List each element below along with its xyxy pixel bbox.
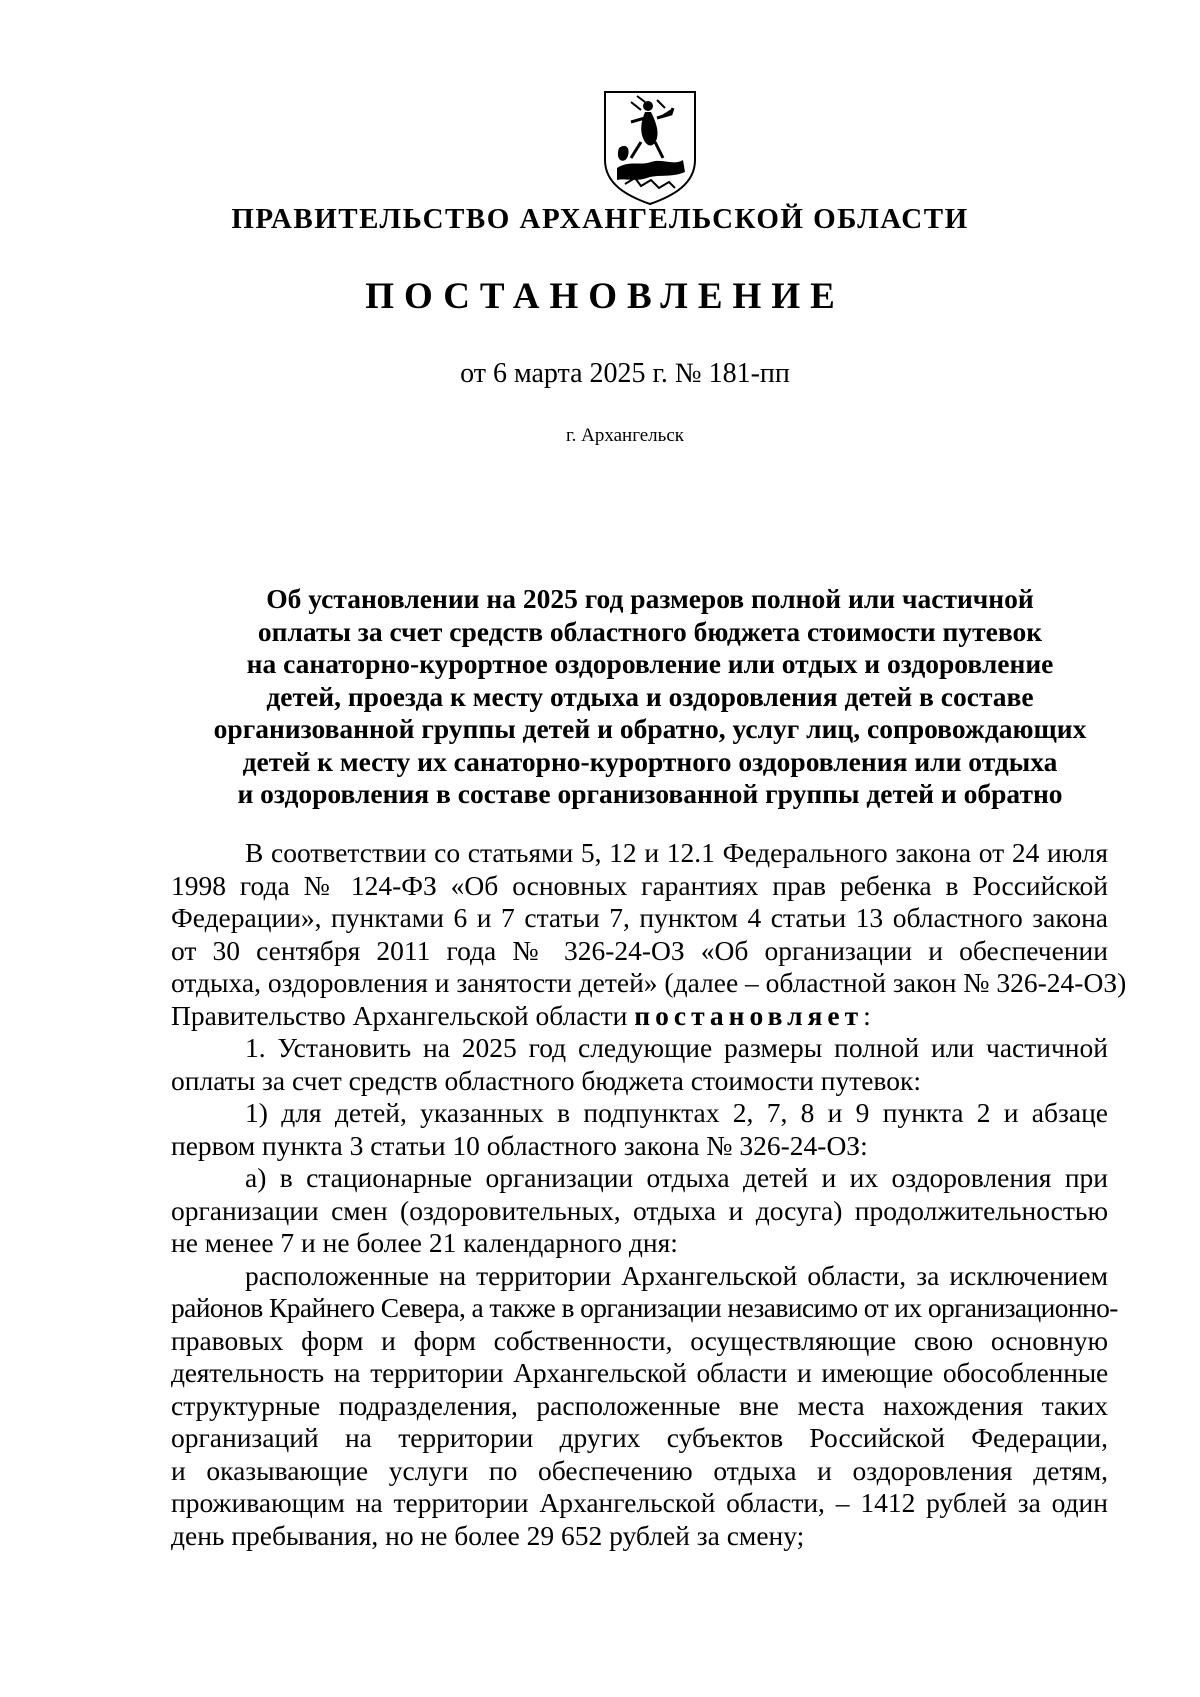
title-line: детей к месту их санаторно-курортного оздоровления или отдыха: [242, 745, 1058, 777]
body-line: В соответствии со статьями 5, 12 и 12.1 Федерального закона от 24 июля: [245, 837, 1108, 868]
body-line: правовых форм и форм собственности, осуществляющие свою основную: [171, 1324, 1108, 1356]
decree-colon: :: [863, 999, 871, 1031]
body-line: а) в стационарные организации отдыха детей и их оздоровления при: [245, 1162, 1108, 1193]
body-line: [171, 1000, 1108, 1033]
paragraph-subitem-1: [171, 1097, 1108, 1162]
body-line: районов Крайнего Севера, а также в организации независимо от их организационно-: [171, 1292, 1118, 1323]
body-line: 1. Установить на 2025 год следующие размеры полной или частичной: [245, 1032, 1108, 1063]
body-line: от 30 сентября 2011 года № 326-24-ОЗ «Об организации и обеспечении: [171, 934, 1108, 966]
body-line: проживающим на территории Архангельской области, – 1412 рублей за один: [171, 1487, 1108, 1518]
decree-subject: Правительство Архангельской области: [171, 999, 628, 1031]
body-line: не менее 7 и не более 21 календарного дня:: [171, 1227, 678, 1258]
paragraph-preamble: [171, 837, 1127, 1032]
body-line: организаций на территории других субъектов Российской Федерации,: [171, 1422, 1108, 1453]
body-line: и оказывающие услуги по обеспечению отдыха и оздоровления детям,: [171, 1454, 1108, 1486]
body-line: первом пункта 3 статьи 10 областного закона № 326-24-ОЗ:: [171, 1129, 868, 1161]
body-line: оплаты за счет средств областного бюджета стоимости путевок:: [171, 1064, 921, 1096]
paragraph-located: [171, 1259, 1118, 1553]
document-title: [170, 583, 1130, 811]
title-line: организованной группы детей и обратно, услуг лиц, сопровождающих: [213, 713, 1087, 744]
title-line: на санаторно-курортное оздоровление или отдых и оздоровление: [246, 648, 1054, 679]
paragraph-item-1: [171, 1032, 1108, 1097]
title-line: оплаты за счет средств областного бюджета стоимости путевок: [257, 615, 1043, 647]
document-date-number: от 6 марта 2025 г. № 181-пп: [460, 358, 790, 389]
body-line: Федерации», пунктами 6 и 7 статьи 7, пунктом 4 статьи 13 областного закона: [171, 902, 1108, 933]
organization-name: ПРАВИТЕЛЬСТВО АРХАНГЕЛЬСКОЙ ОБЛАСТИ: [231, 203, 969, 235]
document-body: [171, 837, 1127, 1552]
body-line: организации смен (оздоровительных, отдыха и досуга) продолжительностью: [171, 1194, 1108, 1226]
paragraph-subitem-a: [171, 1162, 1108, 1260]
body-line: 1) для детей, указанных в подпунктах 2, 7, 8 и 9 пункта 2 и абзаце: [245, 1097, 1108, 1128]
document-type: ПОСТАНОВЛЕНИЕ: [365, 276, 845, 317]
body-line: день пребывания, но не более 29 652 рублей за смену;: [171, 1519, 805, 1551]
body-line: деятельность на территории Архангельской области и имеющие обособленные: [171, 1357, 1108, 1388]
decree-verb: постановляет: [634, 999, 864, 1031]
body-line: структурные подразделения, расположенные вне места нахождения таких: [171, 1389, 1108, 1421]
document-city: г. Архангельск: [565, 425, 684, 446]
body-line: отдыха, оздоровления и занятости детей» (далее – областной закон № 326-24-ОЗ): [171, 967, 1127, 998]
body-line: расположенные на территории Архангельской области, за исключением: [245, 1259, 1108, 1291]
title-line: детей, проезда к месту отдыха и оздоровления детей в составе: [266, 680, 1034, 712]
coat-of-arms-emblem: [601, 88, 699, 206]
title-line: и оздоровления в составе организованной группы детей и обратно: [237, 778, 1063, 809]
body-line: 1998 года № 124-ФЗ «Об основных гарантиях прав ребенка в Российской: [171, 869, 1108, 901]
title-line: Об установлении на 2025 год размеров полной или частичной: [266, 583, 1034, 614]
